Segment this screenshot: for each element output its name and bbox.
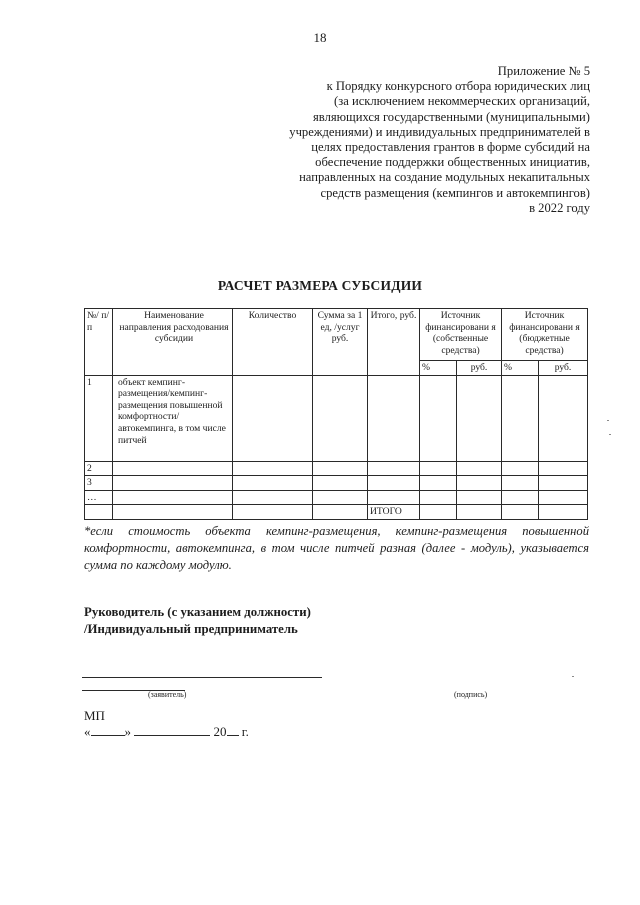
applicant-caption: (заявитель) bbox=[148, 690, 187, 699]
date-close-quote: » bbox=[124, 724, 131, 739]
table-cell bbox=[457, 490, 502, 505]
table-cell bbox=[539, 461, 588, 476]
table-cell bbox=[502, 505, 539, 520]
header-own-percent: % bbox=[420, 361, 457, 376]
year-prefix: 20 bbox=[213, 724, 227, 739]
table-cell bbox=[313, 476, 368, 491]
table-cell bbox=[233, 375, 313, 461]
table-cell bbox=[233, 461, 313, 476]
table-cell bbox=[539, 490, 588, 505]
scan-speck bbox=[609, 434, 611, 435]
header-name: Наименование направления расходования субсидии bbox=[113, 309, 233, 376]
header-total: Итого, руб. bbox=[368, 309, 420, 376]
day-blank bbox=[91, 724, 125, 736]
signer-block bbox=[84, 604, 311, 638]
table-row bbox=[85, 476, 588, 491]
table-total-row bbox=[85, 505, 588, 520]
table-cell bbox=[457, 461, 502, 476]
row-num: 2 bbox=[85, 461, 113, 476]
table-header-row bbox=[85, 309, 588, 361]
appendix-line: являющихся государственными (муниципальными) bbox=[313, 109, 590, 124]
table-cell bbox=[502, 461, 539, 476]
header-own-rub: руб. bbox=[457, 361, 502, 376]
table-cell bbox=[233, 505, 313, 520]
row-name bbox=[113, 476, 233, 491]
table-cell bbox=[502, 490, 539, 505]
table-cell bbox=[233, 476, 313, 491]
table-row bbox=[85, 490, 588, 505]
header-quantity: Количество bbox=[233, 309, 313, 376]
table-cell bbox=[313, 461, 368, 476]
table-cell bbox=[313, 375, 368, 461]
row-name bbox=[113, 490, 233, 505]
document-title: РАСЧЕТ РАЗМЕРА СУБСИДИИ bbox=[217, 278, 423, 293]
table-row bbox=[85, 461, 588, 476]
appendix-line: направленных на создание модульных некапитальных bbox=[299, 170, 590, 185]
row-num: 1 bbox=[85, 375, 113, 461]
row-num: … bbox=[85, 490, 113, 505]
footnote: *если стоимость объекта кемпинг-размещения, кемпинг-размещения повышенной комфортности, автокемпинга, в том числе питчей разная (далее - модуль), указывается сумма по каждому модулю. bbox=[84, 524, 589, 572]
table-cell bbox=[457, 375, 502, 461]
header-own-funds: Источник финансировани я (собственные средства) bbox=[420, 309, 502, 361]
table-cell bbox=[539, 505, 588, 520]
table-cell bbox=[85, 505, 113, 520]
appendix-line: в 2022 году bbox=[529, 200, 590, 215]
month-blank bbox=[134, 724, 210, 736]
header-sum: Сумма за 1 ед, /услуг руб. bbox=[313, 309, 368, 376]
header-budget-percent: % bbox=[502, 361, 539, 376]
signature-caption: (подпись) bbox=[454, 690, 488, 699]
table-cell bbox=[539, 476, 588, 491]
appendix-line: средств размещения (кемпингов и автокемпингов) bbox=[320, 185, 590, 200]
date-line bbox=[84, 724, 249, 740]
table-cell bbox=[420, 461, 457, 476]
table-cell bbox=[539, 375, 588, 461]
table-cell bbox=[502, 375, 539, 461]
appendix-line: Приложение № 5 bbox=[497, 64, 590, 78]
row-num: 3 bbox=[85, 476, 113, 491]
table-cell bbox=[420, 476, 457, 491]
appendix-line: учреждениями) и индивидуальных предпринимателей в bbox=[289, 124, 590, 139]
row-name: объект кемпинг-размещения/кемпинг-размещения повышенной комфортности/ автокемпинга, в том числе питчей bbox=[113, 375, 233, 461]
table-cell bbox=[368, 461, 420, 476]
header-budget-rub: руб. bbox=[539, 361, 588, 376]
stamp-label: МП bbox=[84, 708, 105, 723]
table-cell bbox=[233, 490, 313, 505]
header-num: №/ п/п bbox=[85, 309, 113, 376]
appendix-line: к Порядку конкурсного отбора юридических лиц bbox=[326, 79, 590, 94]
total-label: ИТОГО bbox=[368, 505, 420, 520]
table-cell bbox=[457, 505, 502, 520]
table-cell bbox=[368, 476, 420, 491]
appendix-line: (за исключением некоммерческих организаций, bbox=[334, 94, 590, 109]
scan-speck bbox=[572, 676, 574, 677]
table-cell bbox=[420, 490, 457, 505]
table-row bbox=[85, 375, 588, 461]
row-name bbox=[113, 461, 233, 476]
table-cell bbox=[368, 375, 420, 461]
table-cell bbox=[502, 476, 539, 491]
appendix-line: обеспечение поддержки общественных инициатив, bbox=[315, 155, 590, 170]
date-open-quote: « bbox=[84, 724, 91, 739]
table-cell bbox=[457, 476, 502, 491]
table-cell bbox=[313, 490, 368, 505]
appendix-header bbox=[270, 64, 590, 216]
table-cell bbox=[420, 505, 457, 520]
signer-subtitle: /Индивидуальный предприниматель bbox=[84, 622, 298, 636]
header-budget-funds: Источник финансировани я (бюджетные средства) bbox=[502, 309, 588, 361]
year-blank bbox=[227, 724, 239, 736]
appendix-line: целях предоставления грантов в форме субсидий на bbox=[311, 140, 590, 155]
subsidy-table bbox=[84, 308, 588, 520]
scan-speck bbox=[607, 420, 609, 421]
page-number: 18 bbox=[313, 30, 327, 45]
table-cell bbox=[368, 490, 420, 505]
year-suffix: г. bbox=[241, 724, 249, 739]
table-cell bbox=[313, 505, 368, 520]
table-cell bbox=[420, 375, 457, 461]
signature-line bbox=[82, 677, 322, 678]
table-cell bbox=[113, 505, 233, 520]
signer-title: Руководитель (с указанием должности) bbox=[84, 605, 311, 619]
